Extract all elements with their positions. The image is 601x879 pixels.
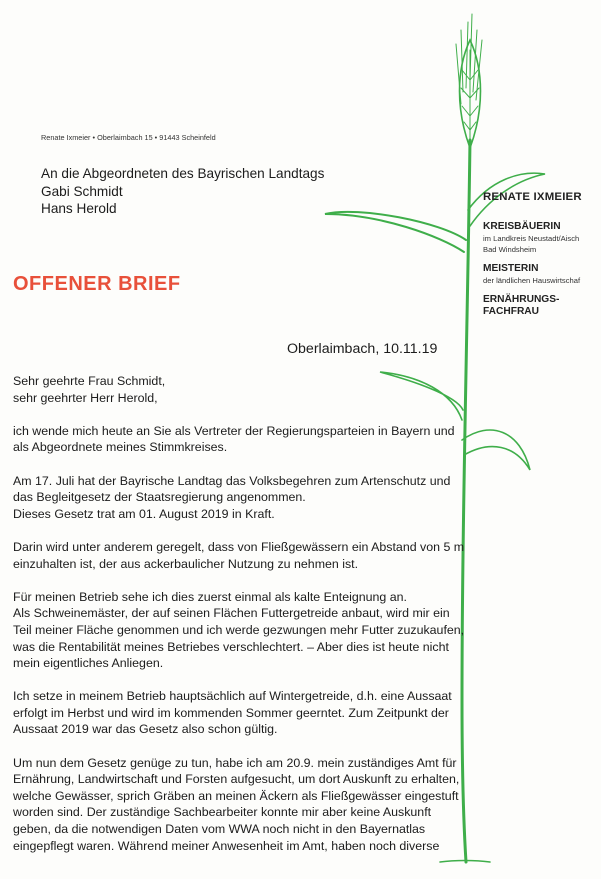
paragraph-line: welche Gewässer, sprich Gräben an meinen Äckern als Fließgewässer eingestuft xyxy=(13,788,459,803)
paragraph-line: Um nun dem Gesetz genüge zu tun, habe ich am 20.9. mein zuständiges Amt für xyxy=(13,755,457,770)
letterhead-sidebar xyxy=(483,191,601,318)
paragraph-line: Teil meiner Fläche genommen und ich werde gezwungen mehr Futter zuzukaufen, xyxy=(13,622,465,637)
role-ernaehrungsfachfrau-2: FACHFRAU xyxy=(483,306,540,317)
recipient-block xyxy=(41,165,324,218)
letter-title: OFFENER BRIEF xyxy=(13,273,181,295)
paragraph-line: geben, da die notwendigen Daten vom WWA noch nicht in den Bayernatlas xyxy=(13,822,426,837)
recipient-line-3: Hans Herold xyxy=(41,201,117,216)
paragraph-line: Am 17. Juli hat der Bayrische Landtag das Volksbegehren zum Artenschutz und xyxy=(13,473,451,488)
role-meisterin-detail: der ländlichen Hauswirtschaf xyxy=(483,276,581,285)
author-name: RENATE IXMEIER xyxy=(483,191,582,203)
sender-address-line: Renate Ixmeier • Oberlaimbach 15 • 91443 Scheinfeld xyxy=(41,133,216,142)
paragraph-line: was die Rentabilität meines Betriebes verschlechtert. – Aber dies ist heute nicht xyxy=(13,639,449,654)
letter-body xyxy=(13,373,465,854)
paragraph-line: Für meinen Betrieb sehe ich dies zuerst einmal als kalte Enteignung an. xyxy=(13,589,407,604)
paragraph-line: ich wende mich heute an Sie als Vertreter der Regierungsparteien in Bayern und xyxy=(13,423,455,438)
recipient-line-1: An die Abgeordneten des Bayrischen Landtags xyxy=(41,166,325,181)
role-kreisbaeuerin: KREISBÄUERIN xyxy=(483,221,561,232)
paragraph-line: Ernährung, Landwirtschaft und Forsten aufgesucht, um dort Auskunft zu erhalten, xyxy=(13,772,460,787)
paragraph-line: Ich setze in meinem Betrieb hauptsächlich auf Wintergetreide, d.h. eine Aussaat xyxy=(13,689,452,704)
recipient-line-2: Gabi Schmidt xyxy=(41,183,123,199)
paragraph-5 xyxy=(13,688,453,738)
paragraph-4 xyxy=(13,589,465,672)
paragraph-line: Als Schweinemäster, der auf seinen Flächen Futtergetreide anbaut, wird mir ein xyxy=(13,606,450,621)
paragraph-line: eingepflegt waren. Während meiner Anwesenheit im Amt, haben noch diverse xyxy=(13,838,440,853)
role-kreisbaeuerin-detail-1: im Landkreis Neustadt/Aisch xyxy=(483,234,580,243)
paragraph-line: Dieses Gesetz trat am 01. August 2019 in Kraft. xyxy=(13,506,275,521)
salutation-line-2: sehr geehrter Herr Herold, xyxy=(13,390,158,405)
salutation-line-1: Sehr geehrte Frau Schmidt, xyxy=(13,374,166,388)
salutation xyxy=(13,373,453,406)
role-ernaehrungsfachfrau-1: ERNÄHRUNGS- xyxy=(483,294,560,305)
paragraph-line: worden sind. Der zuständige Sachbearbeiter konnte mir aber keine Auskunft xyxy=(13,805,432,820)
paragraph-line: erfolgt im Herbst und wird im kommenden Sommer geerntet. Zum Zeitpunkt der xyxy=(13,705,449,720)
paragraph-line: einzuhalten ist, der aus ackerbaulicher Nutzung zu nehmen ist. xyxy=(13,556,359,571)
role-kreisbaeuerin-detail-2: Bad Windsheim xyxy=(483,245,537,254)
paragraph-1 xyxy=(13,423,453,456)
place-and-date: Oberlaimbach, 10.11.19 xyxy=(287,341,438,357)
paragraph-6 xyxy=(13,755,460,855)
paragraph-3 xyxy=(13,539,465,572)
paragraph-line: als Abgeordnete meines Stimmkreises. xyxy=(13,440,228,455)
paragraph-line: das Begleitgesetz der Staatsregierung angenommen. xyxy=(13,490,306,505)
paragraph-line: mein eigentliches Anliegen. xyxy=(13,656,164,671)
paragraph-line: Aussaat 2019 war das Gesetz also schon gültig. xyxy=(13,722,278,737)
role-meisterin: MEISTERIN xyxy=(483,263,539,274)
paragraph-line: Darin wird unter anderem geregelt, dass von Fließgewässern ein Abstand von 5 m xyxy=(13,539,465,554)
paragraph-2 xyxy=(13,473,453,523)
